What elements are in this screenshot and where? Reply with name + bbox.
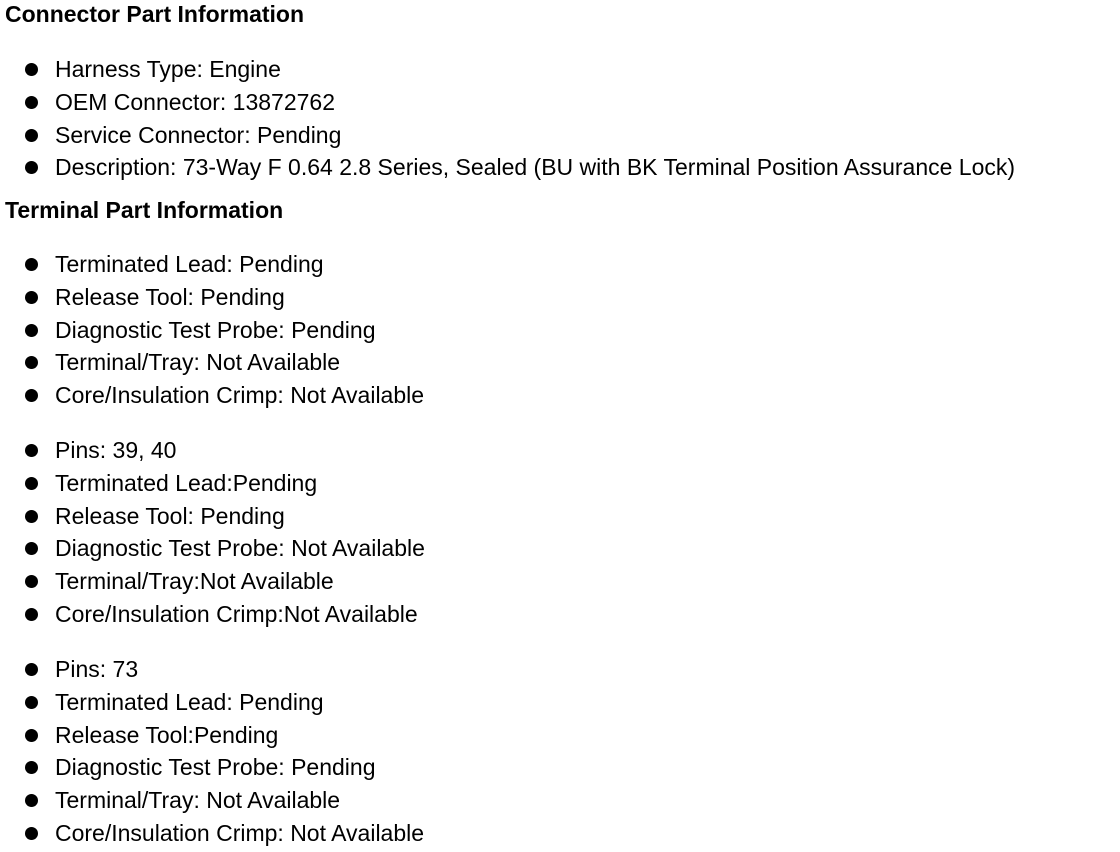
list-item bbox=[0, 281, 424, 314]
bullet-icon bbox=[25, 794, 38, 807]
bullet-icon bbox=[25, 63, 38, 76]
list-item bbox=[0, 346, 424, 379]
connector-part-information-heading: Connector Part Information bbox=[5, 1, 305, 27]
list-item bbox=[0, 151, 1015, 184]
terminated-lead-text: Terminated Lead: Pending bbox=[55, 251, 324, 277]
list-item bbox=[0, 53, 1015, 86]
bullet-icon bbox=[25, 729, 38, 742]
bullet-icon bbox=[25, 129, 38, 142]
list-item bbox=[0, 379, 424, 412]
terminated-lead-text: Terminated Lead:Pending bbox=[55, 469, 318, 496]
list-item bbox=[0, 719, 424, 752]
terminal-tray-text: Terminal/Tray: Not Available bbox=[55, 349, 341, 376]
bullet-icon bbox=[25, 510, 38, 523]
pins-text: Pins: 73 bbox=[55, 656, 139, 682]
release-tool-text: Release Tool: Pending bbox=[55, 283, 285, 310]
list-item bbox=[0, 434, 425, 467]
core-insulation-crimp-text: Core/Insulation Crimp: Not Available bbox=[55, 819, 425, 846]
bullet-icon bbox=[25, 291, 38, 304]
list-item bbox=[0, 248, 424, 281]
terminal-group-1-list bbox=[0, 248, 424, 412]
bullet-icon bbox=[25, 258, 38, 271]
list-item bbox=[0, 784, 424, 817]
release-tool-text: Release Tool:Pending bbox=[55, 721, 279, 748]
list-item bbox=[0, 532, 425, 565]
terminal-group-2-list bbox=[0, 434, 425, 631]
core-insulation-crimp-text: Core/Insulation Crimp:Not Available bbox=[55, 600, 418, 627]
terminal-part-information-heading: Terminal Part Information bbox=[5, 197, 284, 223]
bullet-icon bbox=[25, 356, 38, 369]
list-item bbox=[0, 565, 425, 598]
list-item bbox=[0, 467, 425, 500]
bullet-icon bbox=[25, 161, 38, 174]
harness-type-text: Harness Type: Engine bbox=[55, 56, 281, 82]
pins-text: Pins: 39, 40 bbox=[55, 437, 177, 463]
diagnostic-test-probe-text: Diagnostic Test Probe: Pending bbox=[55, 316, 376, 343]
service-connector-text: Service Connector: Pending bbox=[55, 121, 342, 148]
list-item bbox=[0, 500, 425, 533]
release-tool-text: Release Tool: Pending bbox=[55, 502, 285, 529]
connector-info-list bbox=[0, 53, 1015, 184]
core-insulation-crimp-text: Core/Insulation Crimp: Not Available bbox=[55, 382, 425, 409]
bullet-icon bbox=[25, 477, 38, 490]
list-item bbox=[0, 686, 424, 719]
bullet-icon bbox=[25, 444, 38, 457]
bullet-icon bbox=[25, 761, 38, 774]
list-item bbox=[0, 598, 425, 631]
description-text: Description: 73-Way F 0.64 2.8 Series, Sealed (BU with BK Terminal Position Assurance Lock) bbox=[55, 154, 1016, 181]
bullet-icon bbox=[25, 389, 38, 402]
diagnostic-test-probe-text: Diagnostic Test Probe: Not Available bbox=[55, 535, 425, 562]
list-item bbox=[0, 653, 424, 686]
bullet-icon bbox=[25, 608, 38, 621]
terminal-tray-text: Terminal/Tray: Not Available bbox=[55, 787, 341, 814]
bullet-icon bbox=[25, 96, 38, 109]
terminal-tray-text: Terminal/Tray:Not Available bbox=[55, 568, 334, 595]
list-item bbox=[0, 751, 424, 784]
terminated-lead-text: Terminated Lead: Pending bbox=[55, 688, 324, 715]
list-item bbox=[0, 86, 1015, 119]
bullet-icon bbox=[25, 663, 38, 676]
terminal-group-3-list bbox=[0, 653, 424, 850]
list-item bbox=[0, 817, 424, 850]
bullet-icon bbox=[25, 542, 38, 555]
list-item bbox=[0, 314, 424, 347]
oem-connector-text: OEM Connector: 13872762 bbox=[55, 88, 336, 115]
diagnostic-test-probe-text: Diagnostic Test Probe: Pending bbox=[55, 754, 376, 781]
list-item bbox=[0, 119, 1015, 152]
bullet-icon bbox=[25, 827, 38, 840]
bullet-icon bbox=[25, 696, 38, 709]
bullet-icon bbox=[25, 575, 38, 588]
bullet-icon bbox=[25, 324, 38, 337]
